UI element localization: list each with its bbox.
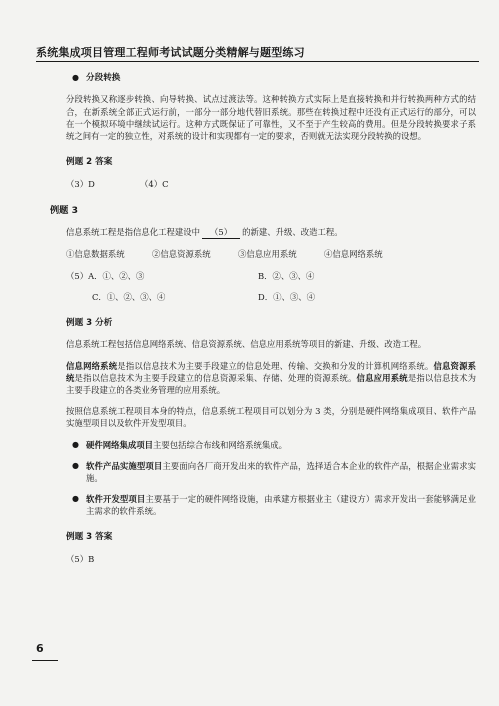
- option-4: ④信息网络系统: [324, 249, 383, 260]
- answer2-a: （3）D: [66, 178, 95, 189]
- term-network-text: 是指以信息技术为主要手段建立的信息处理、传输、交换和分发的计算机网络系统。: [117, 360, 434, 371]
- choice-d: D．①、③、④: [258, 291, 315, 302]
- page-number-rule: [32, 660, 58, 661]
- list-item-text: 主要面向各厂商开发出来的软件产品，选择适合本企业的软件产品，根据企业需求实施。: [86, 460, 477, 483]
- page-content: [50, 72, 477, 565]
- list-item-term: 硬件网络集成项目: [86, 439, 153, 450]
- list-item-term: 软件开发型项目: [86, 494, 146, 505]
- bullet-icon: ●: [72, 73, 79, 82]
- term-resource-text: 是指以信息技术为主要手段建立的信息资源采集、存储、处理的资源系统。: [74, 372, 357, 383]
- bullet-icon: ●: [72, 439, 79, 449]
- choices-row-2: [66, 291, 476, 303]
- term-application: 信息应用系统: [356, 372, 408, 383]
- analysis3-p3: 按照信息系统工程项目本身的特点，信息系统工程项目可以划分为 3 类，分别是硬件网络集成项目、软件产品实施型项目以及软件开发型项目。: [66, 406, 476, 429]
- answer2-row: [66, 178, 476, 190]
- analysis3-title: 例题 3 分析: [66, 317, 113, 328]
- term-resource: 信息资源系统: [66, 360, 477, 383]
- section-heading: [66, 72, 476, 84]
- term-network: 信息网络系统: [66, 360, 118, 371]
- example3-title: 例题 3: [50, 204, 78, 216]
- answer2-title: 例题 2 答案: [66, 157, 113, 168]
- choice-b: B．②、③、④: [258, 270, 315, 281]
- list-item-term: 软件产品实施型项目: [86, 460, 163, 471]
- answer3-a: （5）B: [66, 553, 95, 564]
- header-rule: [36, 61, 479, 62]
- answer3-title: 例题 3 答案: [66, 532, 113, 543]
- choice-a: （5）A．①、②、③: [66, 270, 145, 281]
- bullet-icon: ●: [72, 494, 79, 504]
- option-2: ②信息资源系统: [152, 249, 211, 260]
- term-application-text: 是指以信息技术为主要手段建立的各类业务管理的应用系统。: [66, 372, 477, 395]
- option-1: ①信息数据系统: [66, 249, 125, 260]
- bullet-icon: ●: [72, 460, 79, 470]
- option-3: ③信息应用系统: [238, 249, 297, 260]
- section-heading-text: 分段转换: [86, 73, 121, 83]
- section-paragraph: 分段转换又称逐步转换、向导转换、试点过渡法等。这种转换方式实际上是直接转换和并行转换两种方式的结合，在新系统全部正式运行前，一部分一部分地代替旧系统。那些在转换过程中还没有正式运行的部分，可以在一个模拟环境中继续试运行。这种方式既保证了可靠性，又不至于产生较高的费用。但是分段转换要求子系统之间有一定的独立性，对系统的设计和实现都有一定的要求，否则就无法实现分段转换的设想。: [66, 94, 476, 142]
- answer2-b: （4）C: [140, 178, 169, 189]
- running-header: 系统集成项目管理工程师考试试题分类精解与题型练习: [36, 46, 305, 59]
- analysis3-p1: 信息系统工程包括信息网络系统、信息资源系统、信息应用系统等项目的新建、升级、改造工程。: [66, 339, 427, 350]
- example3-question: [66, 226, 476, 239]
- example3-options: [66, 248, 476, 260]
- choice-c: C．①、②、③、④: [92, 291, 166, 302]
- list-item-text: 主要包括综合布线和网络系统集成。: [153, 439, 287, 450]
- question-post: 的新建、升级、改造工程。: [242, 227, 343, 238]
- question-pre: 信息系统工程是指信息化工程建设中: [66, 227, 200, 238]
- list-item: [66, 493, 476, 517]
- analysis3-p2: [66, 360, 476, 397]
- list-item: [66, 439, 476, 451]
- list-item: [66, 460, 476, 484]
- question-blank: （5）: [202, 226, 240, 239]
- choices-row-1: [66, 270, 476, 282]
- page-number: 6: [36, 642, 44, 655]
- list-item-text: 主要基于一定的硬件网络设施，由承建方根据业主（建设方）需求开发出一套能够满足业主需求的软件系统。: [86, 494, 477, 517]
